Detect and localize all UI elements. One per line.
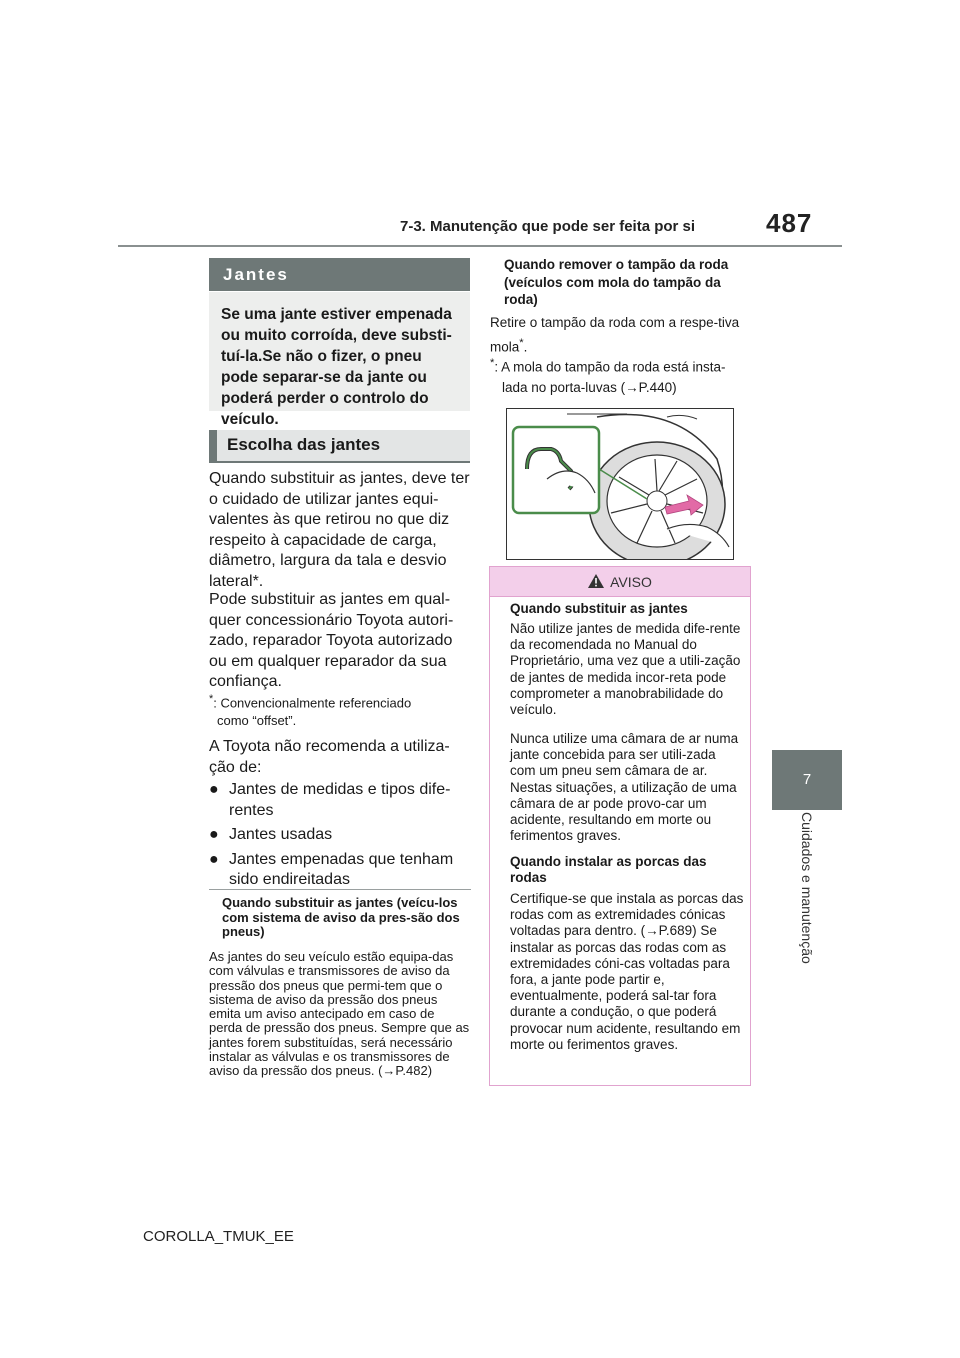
tire-pressure-text: As jantes do seu veículo estão equipa-das com válvulas e transmissores de aviso da pressão dos pneus que permi-tem que o sistema de aviso da pressão dos pneus emita um aviso antecipado em caso de perda de pressão dos pneus. Sempre que as jantes forem substituídas, será necessário instalar as válvulas e os transmissores de aviso da pressão dos pneus. (→P.482): [209, 949, 470, 1079]
warning-heading-nuts: Quando instalar as porcas das rodas: [510, 854, 707, 885]
bullet-list: [209, 780, 471, 895]
chapter-label-text: Cuidados e manutenção: [799, 812, 815, 964]
hubcap-footnote-line-2: lada no porta-luvas (→P.440): [502, 379, 677, 395]
list-item-text: Jantes empenadas que tenham sido endireitadas: [229, 850, 454, 888]
footnote-offset: [209, 690, 471, 730]
illustration-svg: [507, 409, 733, 559]
notice-text: Se uma jante estiver empenada ou muito corroída, deve substi-tuí-la.Se não o fizer, o pneu pode separar-se da jante ou poderá perder o controlo do veículo.: [221, 306, 452, 428]
paragraph-dealer: Pode substituir as jantes em qual-quer concessionário Toyota autori-zado, reparador Toyota autorizado ou em qualquer reparador da sua confiança.: [209, 591, 454, 690]
list-item-text: Jantes de medidas e tipos dife-rentes: [229, 781, 451, 819]
header-section-title: 7-3. Manutenção que pode ser feita por si: [400, 218, 696, 235]
bullet-icon: ●: [209, 826, 219, 843]
header-divider: [118, 245, 842, 247]
tire-section-divider: [209, 889, 471, 890]
footer-document-code: COROLLA_TMUK_EE: [143, 1228, 294, 1245]
hubcap-heading: Quando remover o tampão da roda (veículos com mola do tampão da roda): [504, 257, 729, 307]
page-number: 487: [766, 208, 813, 238]
bullet-icon: ●: [209, 850, 219, 868]
list-item: [209, 825, 471, 846]
footnote-line-2: como “offset”.: [217, 713, 297, 729]
warning-text-nuts: Certifique-se que instala as porcas das rodas com as extremidades cónicas voltadas para dentro. (→P.689) Se instalar as porcas das rodas com as extremidades cóni-cas voltadas para fora, a jante pode partir e, eventualmente, poderá sal-tar fora durante a condução, o que poderá provocar num acidente, resultando em morte ou ferimentos graves.: [510, 891, 744, 1052]
list-item-text: Jantes usadas: [229, 826, 333, 843]
hubcap-paragraph: [490, 313, 752, 358]
footnote-line-1: : Convencionalmente referenciado: [213, 695, 412, 711]
list-item: [209, 850, 471, 891]
section-title-jantes: Jantes: [209, 258, 470, 291]
chapter-tab-number[interactable]: 7: [772, 750, 842, 810]
list-item: [209, 780, 471, 821]
subsection-title: Escolha das jantes: [209, 430, 470, 463]
hubcap-footnote: [490, 353, 752, 398]
paragraph-wheel-replacement: Quando substituir as jantes, deve ter o cuidado de utilizar jantes equi-valentes às que retirou no que diz respeito à capacidade de carga, diâmetro, largura da tala e desvio lateral*.: [209, 470, 470, 590]
hubcap-paragraph-end: .: [523, 339, 528, 355]
warning-box: [489, 566, 751, 1086]
warning-heading-wheels: Quando substituir as jantes: [510, 601, 688, 616]
notice-box: [209, 292, 470, 428]
hubcap-footnote-marker: *: [490, 357, 495, 369]
warning-title-bar: [490, 567, 750, 597]
warning-title: AVISO: [610, 574, 652, 590]
hubcap-footnote-ref: *: [519, 337, 524, 349]
warning-text-inner-tube: Nunca utilize uma câmara de ar numa jante concebida para ser utili-zada com um pneu sem câmara de ar. Nestas situações, a utilização de uma câmara de ar pode provo-car um acidente, resultando em morte ou ferimentos graves.: [510, 731, 739, 844]
hubcap-removal-illustration: [506, 408, 734, 560]
tire-pressure-heading: Quando substituir as jantes (veícu-los com sistema de aviso da pres-são dos pneus): [222, 895, 460, 939]
paragraph-not-recommended: A Toyota não recomenda a utiliza-ção de:: [209, 738, 450, 776]
warning-triangle-icon: [588, 568, 604, 598]
bullet-icon: ●: [209, 781, 219, 798]
footnote-marker: *: [209, 693, 214, 705]
chapter-tab-label: [772, 812, 842, 992]
warning-text-size: Não utilize jantes de medida dife-rente da recomendada no Manual do Proprietário, uma vez que a utili-zação de jantes de medida incor-reta pode comprometer a manobrabilidade do veículo.: [510, 621, 741, 718]
hubcap-paragraph-text: Retire o tampão da roda com a respe-tiva mola: [490, 315, 740, 355]
hubcap-footnote-line-1: : A mola do tampão da roda está insta-: [494, 359, 726, 375]
